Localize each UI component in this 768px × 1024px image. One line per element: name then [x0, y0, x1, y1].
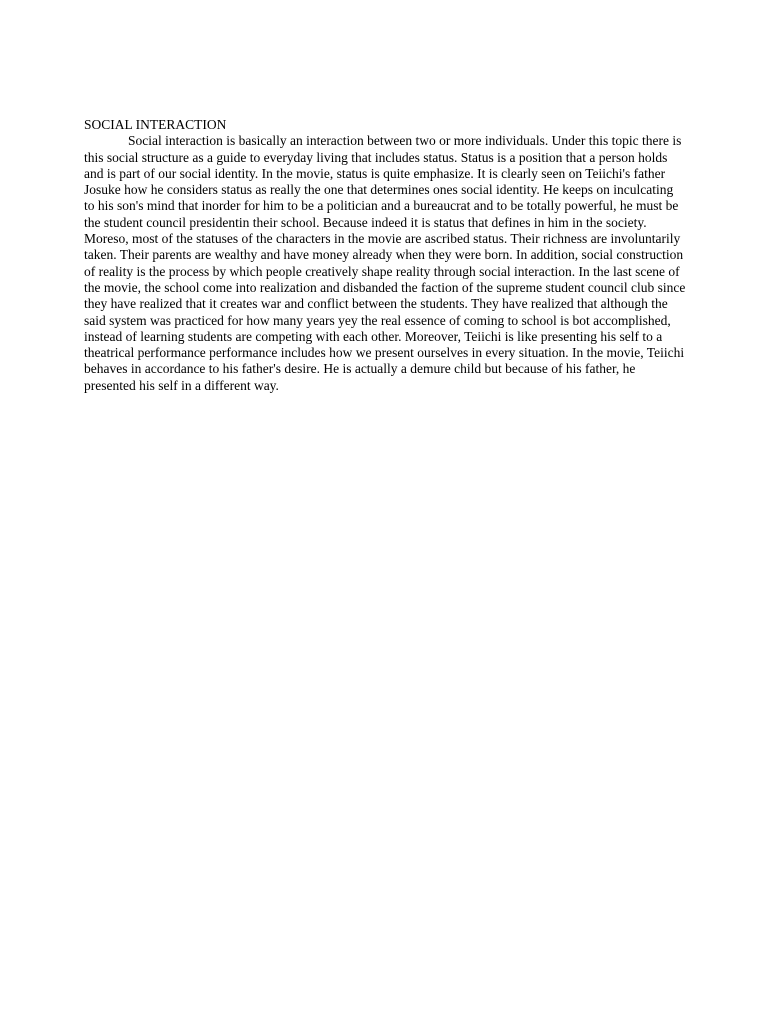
body-paragraph: Social interaction is basically an interaction between two or more individuals. Under this topic there is this social structure as a guide to everyday living that includes status. Status is a position that a person holds and is part of our social identity. In the movie, status is quite emphasize. It is clearly seen on Teiichi's father Josuke how he considers status as really the one that determines ones social identity. He keeps on inculcating to his son's mind that inorder for him to be a politician and a bureaucrat and to be totally powerful, he must be the student council presidentin their school. Because indeed it is status that defines in him in the society. Moreso, most of the statuses of the characters in the movie are ascribed status. Their richness are involuntarily taken. Their parents are wealthy and have money already when they were born. In addition, social construction of reality is the process by which people creatively shape reality through social interaction. In the last scene of the movie, the school come into realization and disbanded the faction of the supreme student council club since they have realized that it creates war and conflict between the students. They have realized that although the said system was practiced for how many years yey the real essence of coming to school is bot accomplished, instead of learning students are competing with each other. Moreover, Teiichi is like presenting his self to a theatrical performance performance includes how we present ourselves in every situation. In the movie, Teiichi behaves in accordance to his father's desire. He is actually a demure child but because of his father, he presented his self in a different way.: [84, 133, 686, 393]
section-heading: SOCIAL INTERACTION: [84, 117, 227, 132]
document-content: [84, 117, 686, 394]
